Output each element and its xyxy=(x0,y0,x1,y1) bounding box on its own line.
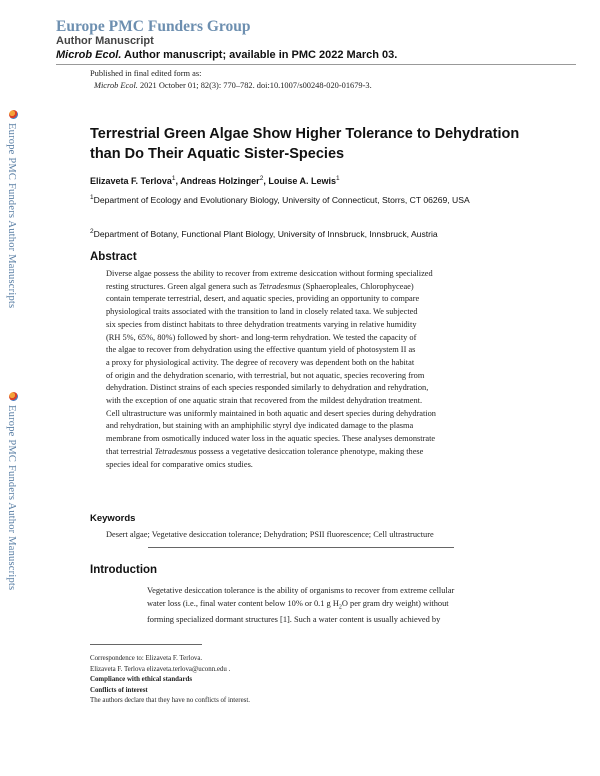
author-name: Louise A. Lewis xyxy=(268,176,337,186)
keywords-text: Desert algae; Vegetative desiccation tolerance; Dehydration; PSII fluorescence; Cell ultrastructure xyxy=(106,530,434,539)
availability-text: Author manuscript; available in PMC 2022 March 03. xyxy=(121,49,398,61)
availability-line xyxy=(56,48,576,62)
abstract-line: resting structures. Green algal genera such as Tetradesmus (Sphaeropleales, Chlorophyceae) xyxy=(106,281,414,291)
author-manuscript-label: Author Manuscript xyxy=(56,35,154,47)
abstract-line: species ideal for comparative omics studies. xyxy=(106,459,253,469)
europe-pmc-logo-icon xyxy=(9,110,18,119)
intro-line: Vegetative desiccation tolerance is the ability of organisms to recover from extreme cellular xyxy=(147,586,455,595)
citation-text: 2021 October 01; 82(3): 770–782. doi:10.1007/s00248-020-01679-3. xyxy=(137,80,372,90)
funders-group-title: Europe PMC Funders Group xyxy=(56,18,251,35)
sidebar-text: Europe PMC Funders Author Manuscripts xyxy=(6,123,17,309)
footnotes xyxy=(90,654,250,707)
abstract-body xyxy=(106,268,502,471)
keywords-heading: Keywords xyxy=(90,513,136,524)
publication-info xyxy=(90,68,372,91)
introduction-heading: Introduction xyxy=(90,564,158,576)
abstract-line: contain temperate terrestrial, desert, and aquatic species, providing an opportunity to compare xyxy=(106,294,420,304)
author-name: Andreas Holzinger xyxy=(180,176,260,186)
abstract-line: the algae to recover from dehydration using the effective quantum yield of photosystem II as xyxy=(106,345,416,355)
abstract-line: a proxy for physiological activity. The degree of recovery was dependent both on the habitat xyxy=(106,357,415,367)
author-list: Elizaveta F. Terlova$^1$, Andreas Holzinger$^2$, Louise A. Lewis$^1$ xyxy=(90,175,340,186)
introduction-body xyxy=(147,585,507,627)
header-divider xyxy=(56,64,576,65)
ethics-heading: Compliance with ethical standards xyxy=(90,676,193,684)
abstract-line: that terrestrial Tetradesmus possess a vegetative desiccation tolerance phenotype, making these xyxy=(106,446,424,456)
author-affiliation-mark: 1 xyxy=(171,175,176,182)
affiliation: $^2$Department of Botany, Functional Plant Biology, University of Innsbruck, Innsbruck, Austria xyxy=(90,228,438,239)
correspondence-note: Correspondence to: Elizaveta F. Terlova. xyxy=(90,655,203,662)
abstract-heading: Abstract xyxy=(90,251,137,263)
abstract-line: membrane from osmotically induced water loss in the aquatic species. These analyses demonstrate xyxy=(106,434,436,444)
sidebar-watermark-bottom xyxy=(6,392,22,590)
abstract-line: with the exception of one aquatic strain that recovered from the mildest dehydration treatment. xyxy=(106,396,423,406)
abstract-line: six species from distinct habitats to three dehydration treatments varying in relative humidity xyxy=(106,319,417,329)
abstract-line: dehydration. Distinct strains of each species responded similarly to dehydration and rehydration, xyxy=(106,383,429,393)
journal-name: Microb Ecol. xyxy=(56,49,122,61)
europe-pmc-logo-icon xyxy=(9,392,18,401)
correspondence-email: Elizaveta F. Terlova elizaveta.terlova@uconn.edu . xyxy=(90,665,231,673)
author-name: Elizaveta F. Terlova xyxy=(90,176,172,186)
intro-line: water loss (i.e., final water content below 10% or 0.1 g $H_2O$ per gram dry weight) without xyxy=(147,598,449,611)
sidebar-watermark-top xyxy=(6,110,22,308)
abstract-line: Diverse algae possess the ability to recover from extreme desiccation without forming specialized xyxy=(106,269,433,278)
abstract-line: (RH 5%, 65%, 80%) followed by short- and long-term rehydration. We tested the capacity of xyxy=(106,332,417,342)
sidebar-text: Europe PMC Funders Author Manuscripts xyxy=(6,405,17,591)
abstract-line: and rehydration, but staining with an amphiphilic styryl dye indicated damage to the plasma xyxy=(106,421,414,431)
author-affiliation-mark: 2 xyxy=(259,175,264,182)
publication-citation xyxy=(90,80,372,92)
conflicts-text: The authors declare that they have no conflicts of interest. xyxy=(90,697,250,705)
abstract-line: physiological traits associated with the transition to land in closely related taxa. We subjected xyxy=(106,307,418,317)
article-title: Terrestrial Green Algae Show Higher Tolerance to Dehydration than Do Their Aquatic Sister-Species xyxy=(90,126,520,162)
conflicts-heading: Conflicts of interest xyxy=(90,686,148,694)
publication-label: Published in final edited form as: xyxy=(90,69,202,78)
affiliation: $^1$Department of Ecology and Evolutionary Biology, University of Connecticut, Storrs, CT 06269, USA xyxy=(90,194,470,205)
page-header xyxy=(56,18,576,62)
publication-journal: Microb Ecol. xyxy=(94,80,138,90)
abstract-line: of origin and the dehydration scenario, with terrestrial, but not aquatic, species recovering from xyxy=(106,370,425,380)
abstract-line: Cell ultrastructure was uniformly maintained in both aquatic and desert species during dehydration xyxy=(106,408,436,418)
author-affiliation-mark: 1 xyxy=(336,175,340,182)
intro-line: forming specialized dormant structures [1]. Such a water content is usually achieved by xyxy=(147,615,441,625)
keywords-divider xyxy=(148,547,454,548)
footnote-divider xyxy=(90,644,202,645)
